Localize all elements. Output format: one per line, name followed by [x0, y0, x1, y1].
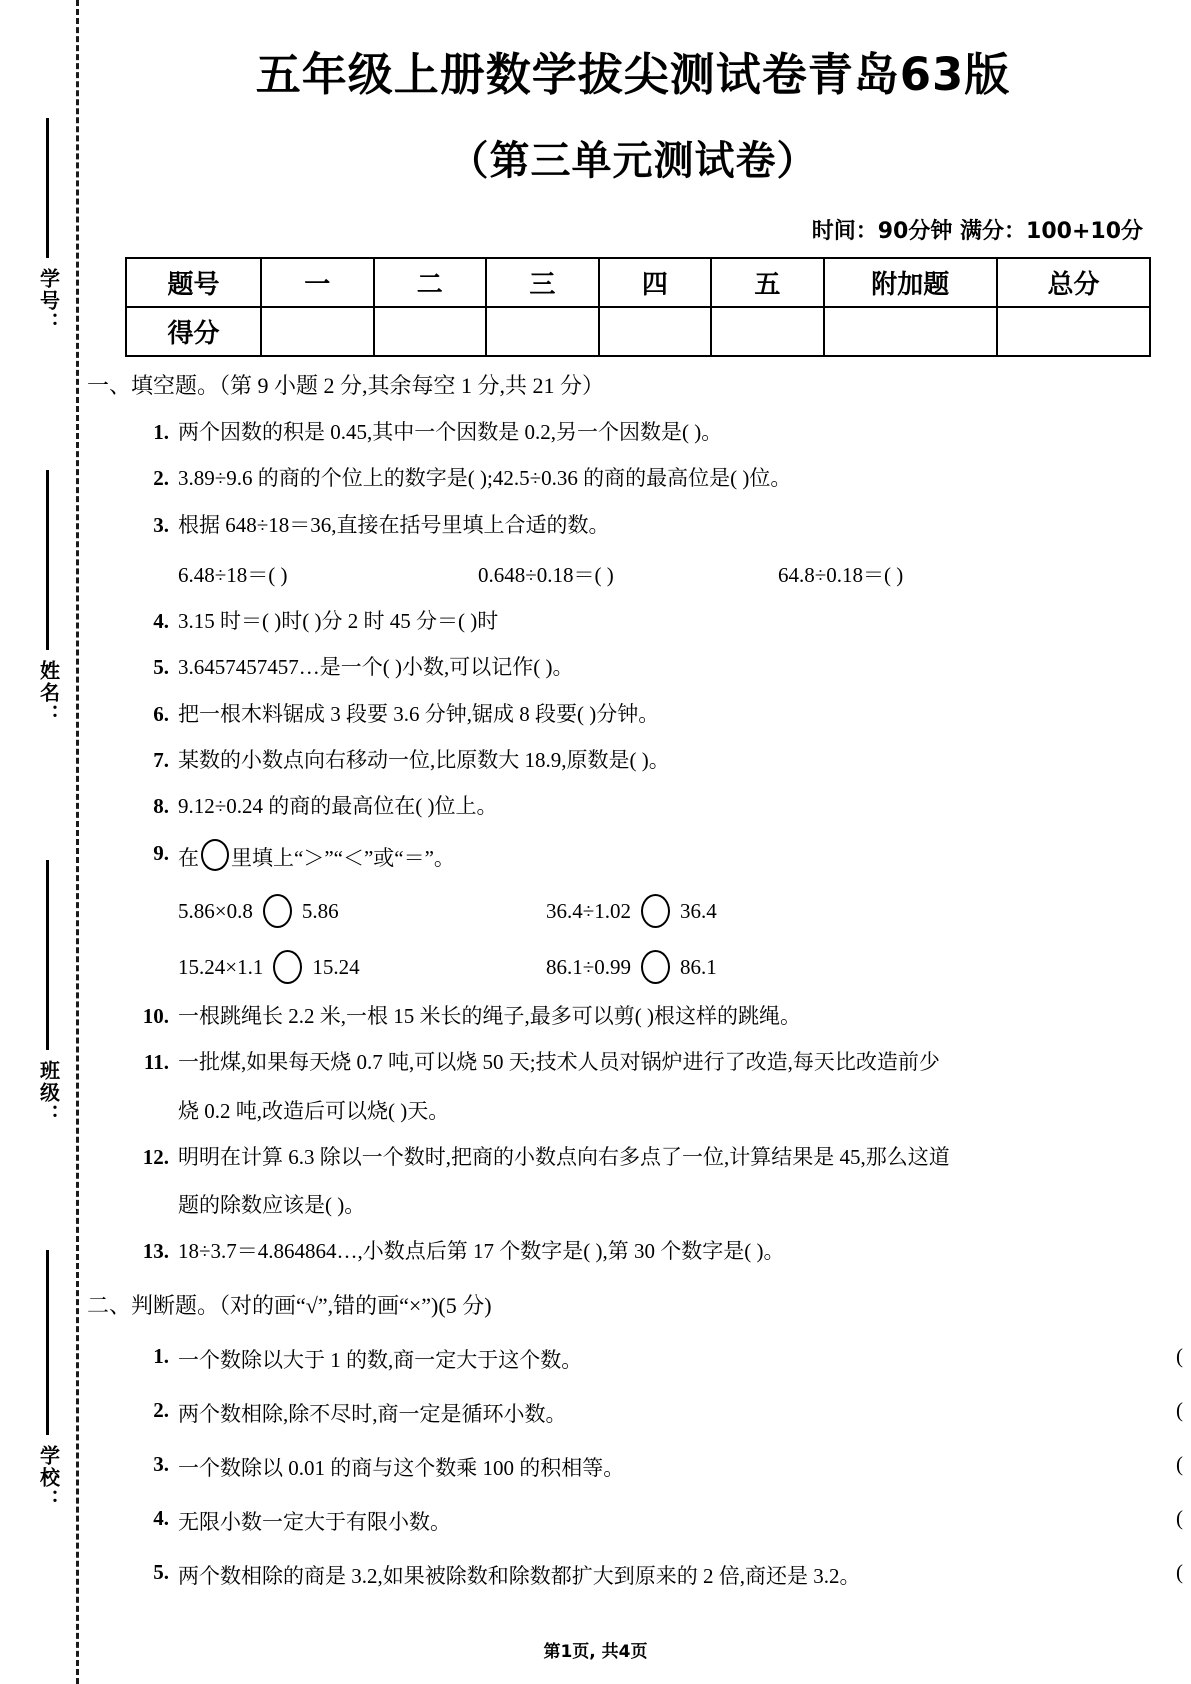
- question-text: 明明在计算 6.3 除以一个数时,把商的小数点向右多点了一位,计算结果是 45,那么这道: [178, 1144, 950, 1169]
- expression-3: 64.8÷0.18＝( ): [778, 563, 904, 588]
- score-table-col-5: 五: [711, 258, 824, 307]
- compare-row-1: [95, 894, 1191, 928]
- table-row-scores: [126, 307, 1150, 356]
- judgment-item: [95, 1560, 1191, 1590]
- question-number: 4.: [153, 609, 169, 634]
- score-table-row-label-1: 题号: [126, 258, 261, 307]
- answer-circle-icon[interactable]: [641, 950, 670, 984]
- score-table-col-2: 二: [374, 258, 487, 307]
- question-number: 3.: [153, 1452, 169, 1477]
- question-text: 3.6457457457…是一个( )小数,可以记作( )。: [178, 655, 574, 680]
- question-text: 一个数除以 0.01 的商与这个数乘 100 的积相等。: [178, 1456, 625, 1481]
- question-text: 两个数相除,除不尽时,商一定是循环小数。: [178, 1402, 567, 1427]
- question-item: [95, 464, 1191, 492]
- margin-label-class: 班级：: [36, 1060, 59, 1126]
- score-table-col-3: 三: [486, 258, 599, 307]
- expression-1: 6.48÷18＝( ): [178, 563, 288, 588]
- score-cell-1[interactable]: [261, 307, 374, 356]
- margin-field-school: [0, 1250, 95, 1511]
- question-text: 把一根木料锯成 3 段要 3.6 分钟,锯成 8 段要( )分钟。: [178, 701, 660, 726]
- answer-paren[interactable]: (: [1176, 1506, 1183, 1531]
- section-heading-fill-in-blanks: 一、填空题。（第 9 小题 2 分,其余每空 1 分,共 21 分）: [87, 373, 605, 398]
- left-margin: [0, 0, 95, 1684]
- score-table-col-total: 总分: [997, 258, 1150, 307]
- question-text: 18÷3.7＝4.864864…,小数点后第 17 个数字是( ),第 30 个数字是( )。: [178, 1239, 785, 1264]
- question-text-continued: 题的除数应该是( )。: [178, 1193, 366, 1218]
- question-number: 6.: [153, 701, 169, 726]
- question-item: [95, 746, 1191, 774]
- page-subtitle: （第三单元测试卷）: [448, 138, 818, 184]
- question-number: 11.: [143, 1050, 169, 1075]
- margin-label-school: 学校：: [36, 1445, 59, 1511]
- question-item: [95, 1143, 1191, 1171]
- question-item: [95, 1002, 1191, 1030]
- margin-label-name: 姓名：: [36, 660, 59, 726]
- question-item: [95, 418, 1191, 446]
- question-number: 12.: [142, 1144, 169, 1169]
- judgment-item: [95, 1506, 1191, 1536]
- question-text: 一个数除以大于 1 的数,商一定大于这个数。: [178, 1348, 583, 1373]
- question-text: 9.12÷0.24 的商的最高位在( )位上。: [178, 794, 498, 819]
- score-table-col-extra: 附加题: [824, 258, 997, 307]
- answer-circle-icon[interactable]: [201, 839, 229, 871]
- judgment-item: [95, 1344, 1191, 1374]
- section-heading-true-false: 二、判断题。（对的画“√”,错的画“×”)(5 分): [87, 1293, 492, 1319]
- score-cell-5[interactable]: [711, 307, 824, 356]
- answer-circle-icon[interactable]: [273, 950, 302, 984]
- judgment-item: [95, 1398, 1191, 1428]
- question-text: 根据 648÷18＝36,直接在括号里填上合适的数。: [178, 512, 610, 537]
- question-item: [95, 792, 1191, 820]
- compare-pair-right: [546, 894, 717, 928]
- compare-pair-right: [546, 950, 717, 984]
- question-number: 8.: [153, 794, 169, 819]
- question-item: [95, 653, 1191, 681]
- score-cell-3[interactable]: [486, 307, 599, 356]
- question-text: 两个因数的积是 0.45,其中一个因数是 0.2,另一个因数是( )。: [178, 420, 723, 444]
- question-9-suffix: 里填上“＞”“＜”或“＝”。: [231, 845, 455, 870]
- score-cell-4[interactable]: [599, 307, 712, 356]
- answer-paren[interactable]: (: [1176, 1398, 1183, 1423]
- score-cell-total[interactable]: [997, 307, 1150, 356]
- question-text: 3.15 时＝( )时( )分 2 时 45 分＝( )时: [178, 609, 499, 634]
- answer-circle-icon[interactable]: [263, 894, 292, 928]
- margin-rule: [46, 860, 49, 1050]
- score-table-row-label-2: 得分: [126, 307, 261, 356]
- score-table-col-4: 四: [599, 258, 712, 307]
- compare-left-expr: 5.86×0.8: [178, 898, 253, 923]
- margin-field-name: [0, 470, 95, 726]
- expression-2: 0.648÷0.18＝( ): [478, 563, 614, 588]
- answer-paren[interactable]: (: [1176, 1344, 1183, 1369]
- question-number: 5.: [153, 655, 169, 680]
- question-text: 两个数相除的商是 3.2,如果被除数和除数都扩大到原来的 2 倍,商还是 3.2。: [178, 1564, 861, 1589]
- margin-field-student-id: [0, 118, 95, 334]
- question-number: 1.: [153, 420, 169, 444]
- question-text: 无限小数一定大于有限小数。: [178, 1510, 451, 1535]
- margin-rule: [46, 470, 49, 650]
- page-footer: 第1页, 共4页: [543, 1642, 648, 1662]
- margin-label-student-id: 学号：: [36, 268, 59, 334]
- question-number: 7.: [153, 748, 169, 773]
- answer-paren[interactable]: (: [1176, 1560, 1183, 1585]
- question-number: 10.: [142, 1004, 169, 1029]
- exam-page: [87, 0, 1191, 1684]
- score-cell-2[interactable]: [374, 307, 487, 356]
- page-title: 五年级上册数学拔尖测试卷青岛63版: [255, 48, 1011, 101]
- question-text: 一根跳绳长 2.2 米,一根 15 米长的绳子,最多可以剪( )根这样的跳绳。: [178, 1004, 801, 1029]
- question-text-continued: 烧 0.2 吨,改造后可以烧( )天。: [178, 1098, 450, 1123]
- question-number: 9.: [153, 840, 169, 865]
- judgment-item: [95, 1452, 1191, 1482]
- question-number: 1.: [153, 1344, 169, 1369]
- question-number: 3.: [153, 512, 169, 537]
- margin-field-class: [0, 860, 95, 1126]
- question-item: [95, 511, 1191, 539]
- question-item: [95, 1048, 1191, 1076]
- question-text: 一批煤,如果每天烧 0.7 吨,可以烧 50 天;技术人员对锅炉进行了改造,每天比改造前少: [178, 1050, 940, 1075]
- question-9-prefix: 在: [178, 845, 199, 870]
- margin-rule: [46, 118, 49, 258]
- question-number: 5.: [153, 1560, 169, 1585]
- margin-rule: [46, 1250, 49, 1435]
- question-number: 2.: [153, 1398, 169, 1423]
- question-text: 某数的小数点向右移动一位,比原数大 18.9,原数是( )。: [178, 748, 670, 773]
- exam-meta: 时间：90分钟 满分：100+10分: [811, 219, 1143, 244]
- question-number: 13.: [142, 1239, 169, 1264]
- compare-right-expr: 36.4: [680, 898, 717, 923]
- question-number: 2.: [153, 466, 169, 491]
- compare-left-expr: 86.1÷0.99: [546, 954, 632, 979]
- table-row-header: [126, 258, 1150, 307]
- compare-row-2: [95, 950, 1191, 984]
- compare-pair-left: [178, 894, 546, 928]
- answer-circle-icon[interactable]: [641, 894, 670, 928]
- score-table-wrapper: [125, 257, 1151, 357]
- answer-paren[interactable]: (: [1176, 1452, 1183, 1477]
- compare-left-expr: 15.24×1.1: [178, 954, 264, 979]
- score-table-col-1: 一: [261, 258, 374, 307]
- question-item: [95, 607, 1191, 635]
- question-item: [95, 1237, 1191, 1265]
- compare-left-expr: 36.4÷1.02: [546, 898, 632, 923]
- question-number: 4.: [153, 1506, 169, 1531]
- compare-right-expr: 15.24: [312, 954, 360, 979]
- question-text: 3.89÷9.6 的商的个位上的数字是( );42.5÷0.36 的商的最高位是( )位。: [178, 466, 792, 491]
- question-item: [95, 700, 1191, 728]
- question-3-expressions: [95, 559, 1191, 589]
- score-table: [125, 257, 1151, 357]
- score-cell-extra[interactable]: [824, 307, 997, 356]
- compare-right-expr: 86.1: [680, 954, 717, 979]
- compare-pair-left: [178, 950, 546, 984]
- question-item-9: [95, 839, 1191, 872]
- compare-right-expr: 5.86: [301, 898, 339, 923]
